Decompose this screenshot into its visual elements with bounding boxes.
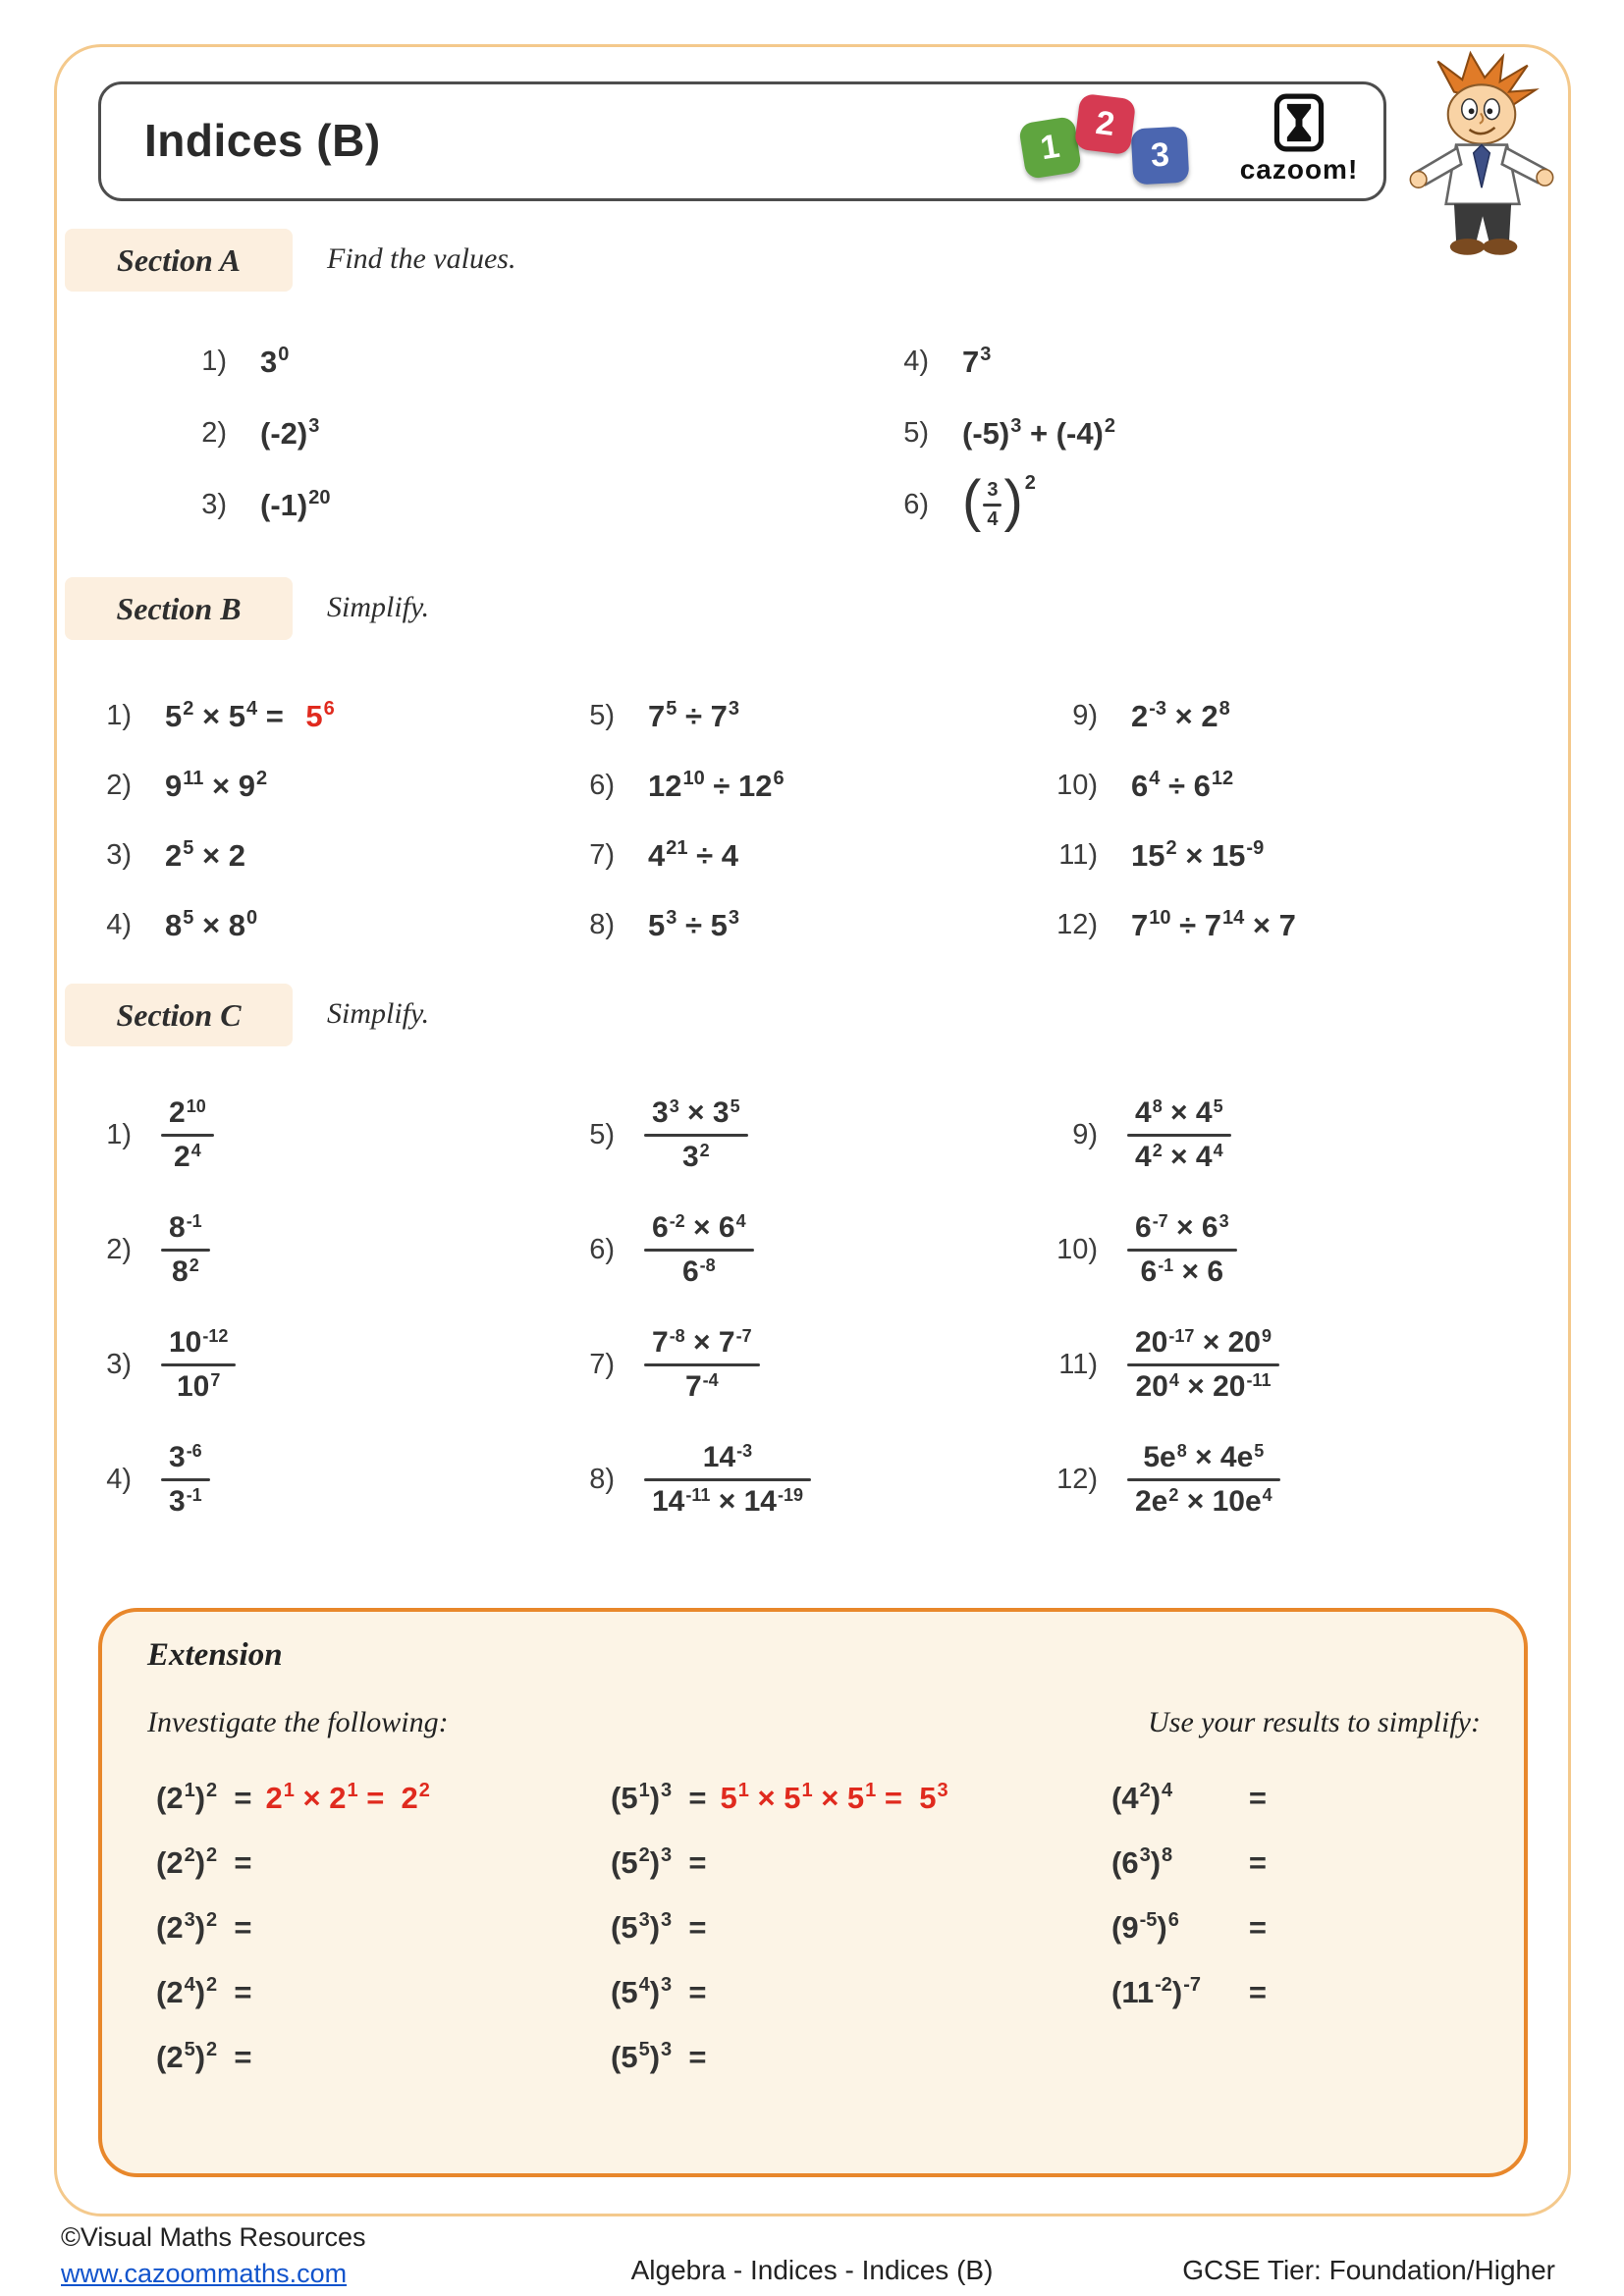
exponent: 5 (183, 906, 194, 929)
math-expression: $15^2 \times 15^{-9}$ (1131, 836, 1265, 873)
math-expression: $6^4 \div 6^{12}$ (1131, 767, 1234, 803)
item-number: 1) (106, 1119, 132, 1150)
section-b-label: Section B (65, 577, 293, 640)
fraction-numerator: $4^8 \times 4^5$ (1135, 1096, 1223, 1129)
fraction (983, 479, 1001, 531)
exponent: 12 (1211, 767, 1234, 789)
extension-column-1 (156, 1779, 430, 2077)
exponent: -8 (699, 1255, 716, 1275)
math-expression: $(5^2)^3$ = (611, 1844, 707, 1880)
exponent: 10 (682, 767, 705, 789)
exercise-item (86, 821, 569, 890)
exponent: 5 (1254, 1441, 1265, 1461)
exponent: 1 (737, 1780, 749, 1801)
exponent: 6 (773, 767, 785, 789)
fraction-denominator: $3^2$ (681, 1141, 710, 1173)
math-answer: $5^1 \times 5^1 \times 5^1 = 5^3$ (720, 1780, 948, 1815)
item-number: 4) (106, 909, 132, 940)
exponent: 3 (184, 1909, 195, 1931)
item-number: 3) (106, 839, 132, 871)
fraction-denominator: $20^4 \times 20^{-11}$ (1135, 1370, 1272, 1403)
exercise-item (569, 1078, 1053, 1193)
fraction-denominator: $8^2$ (172, 1255, 199, 1288)
exercise-item (86, 751, 569, 821)
math-expression: $7^3$ (962, 343, 992, 379)
parenthesised-fraction (962, 469, 1036, 534)
exercise-item (569, 890, 1053, 960)
exponent: 5 (638, 2039, 650, 2060)
badge-1-icon: 1 (1018, 116, 1082, 180)
mascot-illustration (1394, 49, 1569, 263)
item-number: 5) (903, 417, 929, 449)
exponent: 21 (666, 836, 688, 859)
fraction-numerator: $7^{-8} \times 7^{-7}$ (652, 1326, 752, 1359)
fraction-denominator: 4 (987, 507, 999, 530)
fraction-denominator: $2^4$ (174, 1141, 201, 1173)
math-expression: $12^{10} \div 12^6$ (648, 767, 785, 803)
math-expression: $(-2)^3$ (260, 414, 320, 451)
exponent: 0 (245, 906, 258, 929)
badge-3-icon: 3 (1131, 127, 1190, 186)
extension-row (1111, 1973, 1267, 2012)
section-a-label: Section A (65, 229, 293, 292)
exponent: -1 (1158, 1255, 1174, 1275)
fraction-numerator: 3 (987, 479, 999, 502)
equals-sign: = (1248, 1781, 1267, 1815)
section-c-items (86, 1078, 1536, 1537)
fraction-numerator: $2^{10}$ (169, 1096, 206, 1129)
math-expression: $(5^1)^3$ = (611, 1780, 707, 1815)
item-number: 12) (1056, 1464, 1098, 1495)
exercise-item (182, 398, 884, 469)
exercise-item (1053, 1308, 1536, 1422)
fraction-numerator: $6^{-7} \times 6^3$ (1135, 1211, 1229, 1244)
item-number: 12) (1056, 909, 1098, 940)
exercise-item (86, 890, 569, 960)
exercise-item (1053, 821, 1536, 890)
footer-tier: GCSE Tier: Foundation/Higher (1182, 2255, 1555, 2285)
math-expression: $(5^5)^3$ = (611, 2039, 707, 2074)
exponent: -6 (186, 1441, 202, 1461)
fraction (161, 1096, 214, 1174)
exercise-item (569, 821, 1053, 890)
exponent: 2 (184, 1844, 195, 1866)
item-number: 4) (106, 1464, 132, 1495)
fraction-numerator: $3^3 \times 3^5$ (652, 1096, 740, 1129)
exponent: 2 (189, 1255, 199, 1275)
fraction-numerator: $8^{-1}$ (169, 1211, 202, 1244)
fraction-denominator: $3^{-1}$ (169, 1485, 202, 1518)
exponent: 10 (186, 1096, 206, 1116)
exponent: 8 (1176, 1441, 1187, 1461)
extension-row (1111, 1779, 1267, 1818)
hourglass-icon (1273, 92, 1325, 153)
extension-left-heading: Investigate the following: (147, 1706, 449, 1738)
exercise-item (569, 1422, 1053, 1537)
exercise-item (884, 326, 1586, 398)
exponent: 5 (184, 2039, 195, 2060)
exponent: -11 (1246, 1370, 1272, 1390)
cazoom-logo (1220, 92, 1378, 186)
item-number: 11) (1058, 839, 1098, 871)
fraction-denominator: $7^{-4}$ (684, 1370, 719, 1403)
exponent: 3 (980, 343, 992, 365)
math-expression: $(2^1)^2$ = (156, 1780, 252, 1815)
footer-topic: Algebra - Indices - Indices (B) (630, 2255, 994, 2285)
exponent: -19 (777, 1485, 803, 1505)
exponent: 5 (1213, 1096, 1223, 1116)
exponent: 2 (206, 1844, 218, 1866)
math-expression: $7^5 \div 7^3$ (648, 697, 739, 733)
exponent: 3 (669, 1096, 679, 1116)
item-number: 8) (589, 909, 615, 940)
section-a-instruction: Find the values. (327, 242, 516, 275)
math-expression: $(-1)^{20}$ (260, 486, 331, 522)
exponent: 3 (1139, 1844, 1151, 1866)
page-title: Indices (B) (144, 115, 381, 166)
worksheet-header (98, 81, 1386, 201)
exponent: -7 (1152, 1211, 1168, 1231)
exponent: 2 (699, 1141, 710, 1160)
extension-row (611, 1843, 948, 1883)
exponent: 6 (1167, 1909, 1179, 1931)
extension-row (611, 1779, 948, 1818)
exponent: 2 (206, 1974, 218, 1996)
exponent: 1 (638, 1780, 650, 1801)
equals-sign: = (1248, 1845, 1267, 1880)
exponent: 4 (1213, 1141, 1223, 1160)
fraction-numerator: $20^{-17} \times 20^9$ (1135, 1326, 1272, 1359)
extension-row (156, 1908, 430, 1948)
extension-right-heading: Use your results to simplify: (1148, 1706, 1481, 1738)
extension-title: Extension (147, 1637, 283, 1673)
exponent: 5 (666, 697, 677, 720)
item-number: 6) (589, 770, 615, 801)
fraction (1127, 1211, 1237, 1289)
exercise-item (86, 1308, 569, 1422)
exponent: 1 (801, 1780, 813, 1801)
section-c-instruction: Simplify. (327, 997, 430, 1030)
exponent: 2 (1152, 1141, 1163, 1160)
extension-column-2 (611, 1779, 948, 2077)
fraction-numerator: $14^{-3}$ (702, 1441, 753, 1473)
item-number: 4) (903, 346, 929, 377)
exponent: 4 (184, 1974, 195, 1996)
exercise-item (569, 751, 1053, 821)
math-expression: $2^{-3} \times 2^8$ (1131, 697, 1230, 733)
exponent: -11 (685, 1485, 711, 1505)
math-expression: $2^5 \times 2$ (165, 836, 245, 873)
math-expression: $5^3 \div 5^3$ (648, 906, 739, 942)
exponent: -8 (669, 1326, 685, 1346)
exercise-item (569, 1193, 1053, 1308)
exponent: -3 (736, 1441, 753, 1461)
exponent: 3 (308, 414, 320, 437)
exercise-item (86, 1422, 569, 1537)
math-expression: $(5^4)^3$ = (611, 1974, 707, 2009)
item-number: 2) (106, 1234, 132, 1265)
exponent: 2 (1165, 836, 1177, 859)
item-number: 3) (201, 489, 227, 520)
exercise-item (86, 1193, 569, 1308)
exponent: 11 (183, 767, 204, 789)
item-number: 10) (1056, 1234, 1098, 1265)
exponent: 3 (661, 1974, 673, 1996)
fraction-numerator: $5e^8 \times 4e^5$ (1143, 1441, 1265, 1473)
math-expression: $5^2 \times 5^4$ = (165, 697, 293, 733)
exponent: -7 (1183, 1974, 1202, 1996)
exponent: 2 (638, 1844, 650, 1866)
open-paren-icon: ( (962, 469, 982, 534)
exponent: -3 (1149, 697, 1167, 720)
exponent: 5 (183, 836, 194, 859)
footer-copyright (61, 2222, 366, 2289)
fraction (1127, 1096, 1231, 1174)
extension-row (156, 1973, 430, 2012)
exponent: 3 (937, 1780, 948, 1801)
fraction-numerator: $3^{-6}$ (169, 1441, 202, 1473)
exponent: 1 (865, 1780, 877, 1801)
exponent: 0 (278, 343, 290, 365)
exponent: 2 (1024, 472, 1036, 494)
exponent: 4 (735, 1211, 746, 1231)
math-expression: $(4^2)^4$ (1111, 1780, 1173, 1815)
exponent: -5 (1139, 1909, 1158, 1931)
fraction-denominator: $6^{-1} \times 6$ (1140, 1255, 1224, 1288)
exercise-item (1053, 890, 1536, 960)
section-b-items (86, 681, 1536, 960)
math-expression: $(2^5)^2$ = (156, 2039, 252, 2074)
exercise-item (884, 398, 1586, 469)
item-number: 1) (106, 700, 132, 731)
math-expression: $9^{11} \times 9^2$ (165, 767, 268, 803)
exponent: 7 (210, 1370, 221, 1390)
exponent: 4 (638, 1974, 650, 1996)
fraction-numerator: $6^{-2} \times 6^4$ (652, 1211, 746, 1244)
exercise-item (182, 326, 884, 398)
fraction (644, 1441, 811, 1519)
exponent: -9 (1246, 836, 1265, 859)
math-expression: $3^0$ (260, 343, 290, 379)
exponent: 3 (661, 2039, 673, 2060)
exponent: 4 (1262, 1485, 1272, 1505)
cazoom-logo-text: cazoom! (1239, 154, 1359, 185)
exponent: 2 (418, 1780, 430, 1801)
exercise-item (1053, 1078, 1536, 1193)
math-expression: $(9^{-5})^6$ (1111, 1909, 1179, 1945)
exercise-item (182, 469, 884, 541)
fraction (1127, 1326, 1279, 1404)
math-expression: $(6^3)^8$ (1111, 1844, 1173, 1880)
extension-box (98, 1608, 1528, 2177)
math-expression: $(11^{-2})^{-7}$ (1111, 1974, 1202, 2009)
item-number: 10) (1056, 770, 1098, 801)
exponent: 3 (661, 1909, 673, 1931)
exponent: 2 (1139, 1780, 1151, 1801)
math-expression: $(2^2)^2$ = (156, 1844, 252, 1880)
exercise-item (1053, 1422, 1536, 1537)
item-number: 1) (201, 346, 227, 377)
section-a-items (182, 326, 1586, 541)
exponent: 3 (638, 1909, 650, 1931)
exponent: 8 (1152, 1096, 1163, 1116)
extension-row (611, 1908, 948, 1948)
item-number: 7) (589, 1349, 615, 1380)
extension-column-3 (1111, 1779, 1267, 2012)
math-expression: $8^5 \times 8^0$ (165, 906, 258, 942)
exponent: -12 (202, 1326, 229, 1346)
exponent: 14 (1221, 906, 1245, 929)
exponent: -2 (669, 1211, 685, 1231)
badge-2-icon: 2 (1074, 93, 1137, 156)
math-expression: $(2^3)^2$ = (156, 1909, 252, 1945)
exercise-item (569, 681, 1053, 751)
math-expression: $(-5)^3 + (-4)^2$ (962, 414, 1116, 451)
item-number: 2) (106, 770, 132, 801)
fraction (644, 1211, 754, 1289)
exponent: 1 (184, 1780, 195, 1801)
extension-row (156, 2038, 430, 2077)
exponent: 3 (728, 697, 739, 720)
extension-row (1111, 1908, 1267, 1948)
extension-row (156, 1843, 430, 1883)
math-expression: $(5^3)^3$ = (611, 1909, 707, 1945)
exponent: 1 (347, 1780, 358, 1801)
exponent: -4 (702, 1370, 719, 1390)
item-number: 2) (201, 417, 227, 449)
math-expression: $4^{21} \div 4$ (648, 836, 738, 873)
exercise-item (1053, 681, 1536, 751)
exponent: 4 (190, 1141, 201, 1160)
item-number: 6) (903, 489, 929, 520)
exponent: 2 (255, 767, 268, 789)
fraction-denominator: $4^2 \times 4^4$ (1135, 1141, 1223, 1173)
exponent: -1 (186, 1211, 202, 1231)
exponent: 4 (1162, 1780, 1173, 1801)
item-number: 5) (589, 700, 615, 731)
fraction (1127, 1441, 1280, 1519)
exponent: -7 (735, 1326, 752, 1346)
item-number: 7) (589, 839, 615, 871)
exponent: 20 (308, 486, 331, 508)
exercise-item (86, 1078, 569, 1193)
item-number: 9) (1072, 700, 1098, 731)
section-b-instruction: Simplify. (327, 591, 430, 623)
fraction (644, 1096, 748, 1174)
extension-row (156, 1779, 430, 1818)
exponent: 3 (1010, 414, 1022, 437)
exponent: 3 (661, 1780, 673, 1801)
exponent: 2 (206, 1909, 218, 1931)
exponent: 10 (1149, 906, 1171, 929)
equals-sign: = (1248, 1975, 1267, 2009)
exponent: 2 (1104, 414, 1116, 437)
exponent: 1 (283, 1780, 295, 1801)
exponent: 3 (666, 906, 677, 929)
item-number: 6) (589, 1234, 615, 1265)
section-c-label: Section C (65, 984, 293, 1046)
extension-row (611, 1973, 948, 2012)
exponent: 4 (245, 697, 258, 720)
item-number: 9) (1072, 1119, 1098, 1150)
exercise-item (569, 1308, 1053, 1422)
math-answer: $5^6$ (305, 697, 335, 733)
fraction (161, 1326, 236, 1404)
exercise-item (884, 469, 1586, 541)
extension-row (611, 2038, 948, 2077)
exponent: 2 (183, 697, 194, 720)
exponent: -2 (1155, 1974, 1172, 1996)
exercise-item (1053, 1193, 1536, 1308)
exponent: -1 (186, 1485, 202, 1505)
exponent: 3 (661, 1844, 673, 1866)
math-expression: $7^{10} \div 7^{14} \times 7$ (1131, 906, 1296, 942)
exponent: 6 (323, 697, 335, 720)
exponent: 2 (206, 2039, 218, 2060)
extension-row (1111, 1843, 1267, 1883)
copyright-text: ©Visual Maths Resources (61, 2222, 366, 2252)
fraction (644, 1326, 760, 1404)
cazoommaths-link[interactable]: www.cazoommaths.com (61, 2259, 348, 2288)
exercise-item (86, 681, 569, 751)
item-number: 8) (589, 1464, 615, 1495)
equals-sign: = (1248, 1910, 1267, 1945)
fraction-denominator: $6^{-8}$ (681, 1255, 716, 1288)
fraction (161, 1441, 210, 1519)
fraction-numerator: $10^{-12}$ (169, 1326, 229, 1359)
fraction (161, 1211, 210, 1289)
exponent: 3 (728, 906, 739, 929)
exponent: 9 (1261, 1326, 1272, 1346)
exponent: 3 (1218, 1211, 1229, 1231)
exponent: 8 (1162, 1844, 1173, 1866)
item-number: 11) (1058, 1349, 1098, 1380)
math-expression: $(2^4)^2$ = (156, 1974, 252, 2009)
fraction-denominator: $14^{-11} \times 14^{-19}$ (652, 1485, 803, 1518)
exponent: 8 (1218, 697, 1230, 720)
close-paren-icon: ) (1003, 469, 1023, 534)
math-answer: $2^1 \times 2^1 = 2^2$ (265, 1780, 430, 1815)
item-number: 3) (106, 1349, 132, 1380)
fraction-denominator: $10^7$ (177, 1370, 221, 1403)
exponent: 5 (730, 1096, 740, 1116)
exponent: 4 (1149, 767, 1161, 789)
fraction-denominator: $2e^2 \times 10e^4$ (1135, 1485, 1272, 1518)
item-number: 5) (589, 1119, 615, 1150)
exponent: -17 (1168, 1326, 1195, 1346)
exercise-item (1053, 751, 1536, 821)
one-two-three-icon (1022, 94, 1197, 192)
exponent: 2 (206, 1780, 218, 1801)
exponent: 4 (1168, 1370, 1179, 1390)
exponent: 2 (1168, 1485, 1179, 1505)
